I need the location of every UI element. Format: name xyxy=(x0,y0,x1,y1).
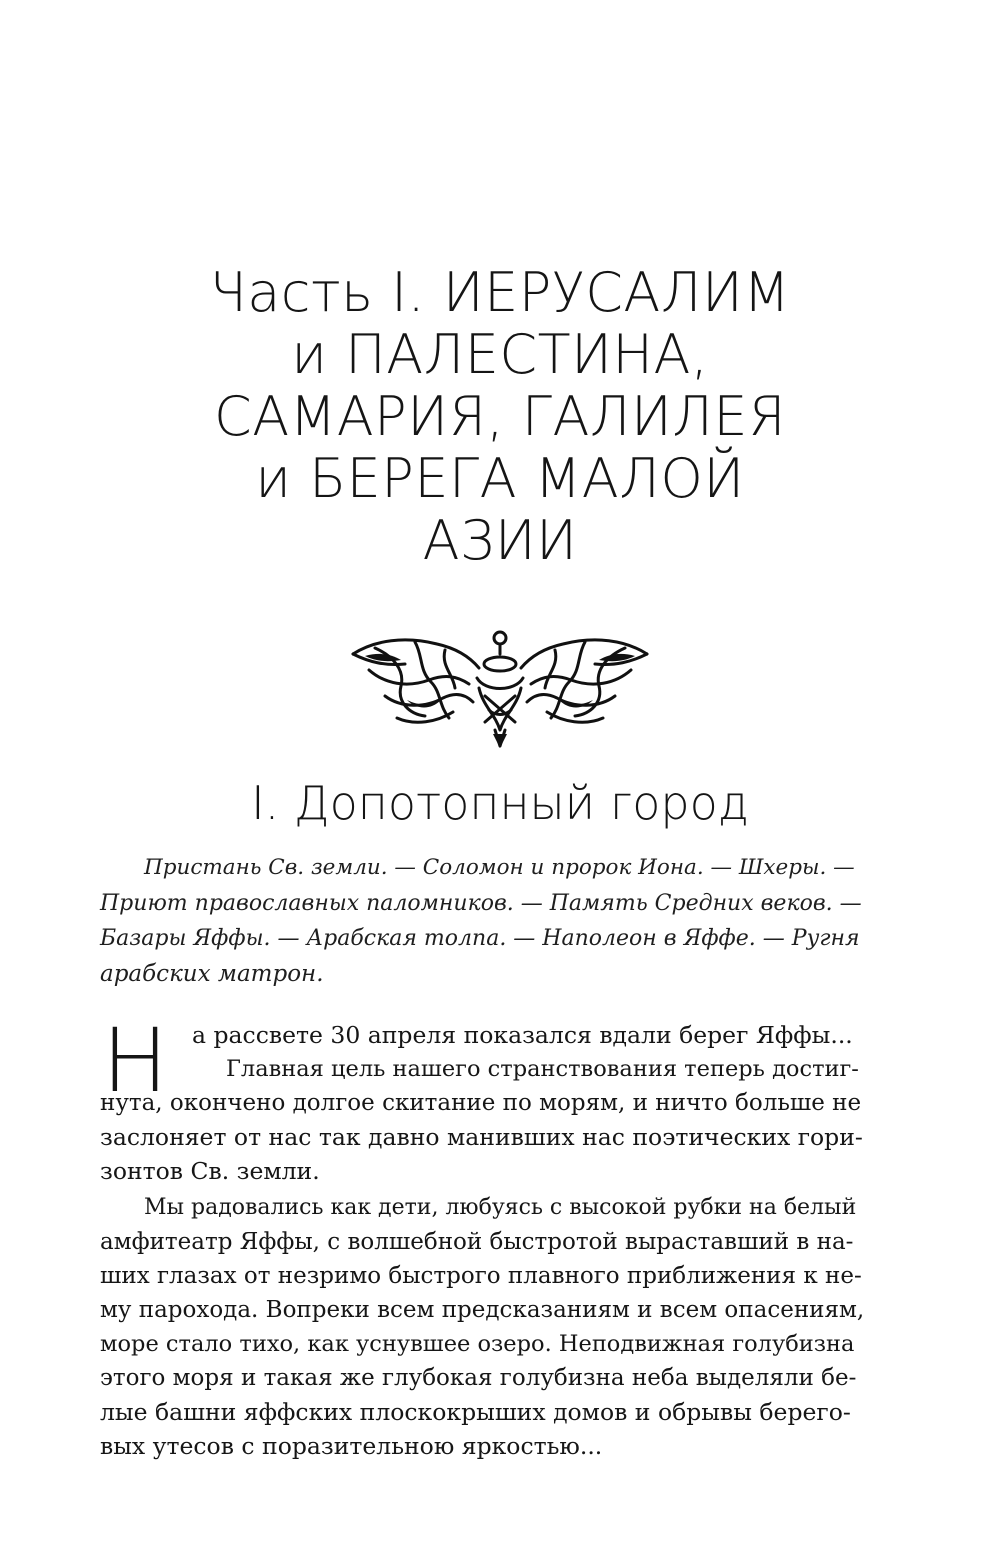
chapter-summary xyxy=(100,850,865,992)
paragraph-line: лые башни яффских плоскокрыших домов и обрывы берего- xyxy=(100,1398,851,1426)
paragraph-line: Главная цель нашего странствования теперь достиг- xyxy=(226,1056,859,1082)
paragraph-line: ших глазах от незримо быстрого плавного приближения к не- xyxy=(100,1263,862,1289)
chapter-title: I. Допотопный город xyxy=(251,776,749,830)
paragraph-line: зонтов Св. земли. xyxy=(100,1157,320,1185)
drop-cap: Н xyxy=(102,1009,169,1112)
part-title-line: и БЕРЕГА МАЛОЙ xyxy=(255,447,745,510)
part-title-line: АЗИИ xyxy=(422,509,578,572)
summary-line: арабских матрон. xyxy=(100,960,324,987)
paragraph-line: этого моря и такая же глубокая голубизна неба выделяли бе- xyxy=(100,1365,857,1391)
celtic-knot-ornament-icon xyxy=(345,626,655,750)
paragraph-line: вых утесов с поразительною яркостью... xyxy=(100,1432,603,1460)
paragraph-line: нута, окончено долгое скитание по морям, и ничто больше не xyxy=(100,1090,862,1116)
part-title-line: Часть I. ИЕРУСАЛИМ xyxy=(209,261,791,324)
part-title-line: и ПАЛЕСТИНА, xyxy=(291,323,709,386)
summary-line: Пристань Св. земли. — Соломон и пророк Иона. — Шхеры. — xyxy=(144,855,855,880)
paragraph-line: море стало тихо, как уснувшее озеро. Неподвижная голубизна xyxy=(100,1331,855,1357)
part-title xyxy=(60,262,940,572)
body-text xyxy=(100,1009,865,1463)
paragraph-line: му парохода. Вопреки всем предсказаниям и всем опасениям, xyxy=(100,1297,865,1323)
paragraph-line: заслоняет от нас так давно манивших нас поэтических гори- xyxy=(100,1123,863,1151)
summary-line: Базары Яффы. — Арабская толпа. — Наполеон в Яффе. — Ругня xyxy=(100,926,860,951)
paragraph-line: амфитеатр Яффы, с волшебной быстротой выраставший в на- xyxy=(100,1229,854,1255)
paragraph-line: Мы радовались как дети, любуясь с высокой рубки на белый xyxy=(144,1195,857,1220)
part-title-line: САМАРИЯ, ГАЛИЛЕЯ xyxy=(214,385,786,448)
summary-line: Приют православных паломников. — Память Средних веков. — xyxy=(100,890,862,916)
paragraph-line: а рассвете 30 апреля показался вдали берег Яффы... xyxy=(192,1021,853,1049)
